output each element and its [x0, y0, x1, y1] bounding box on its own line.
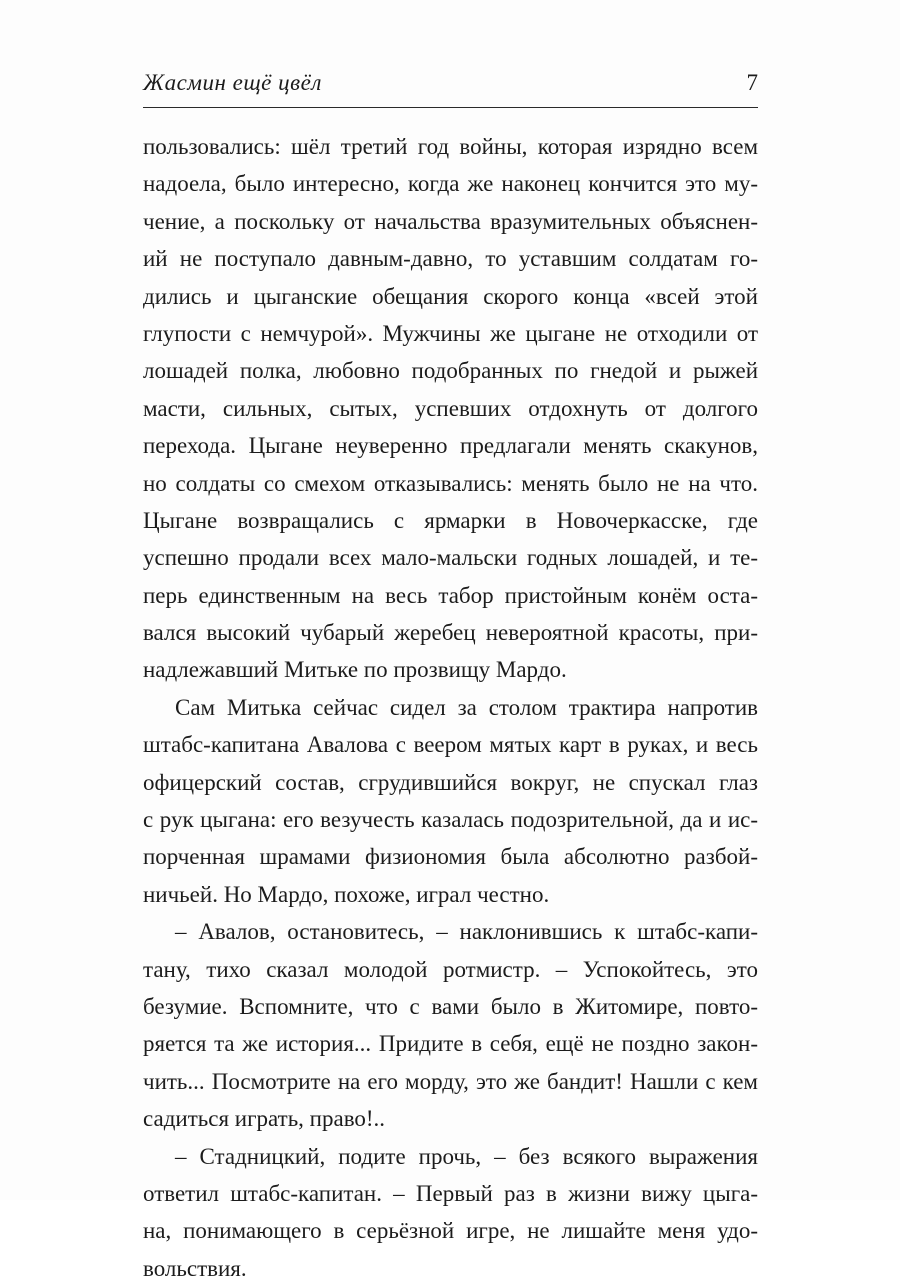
text-line: тану, тихо сказал молодой ротмистр. – Успокойтесь, это	[143, 956, 758, 982]
text-line: чение, а поскольку от начальства вразумительных объяснен-	[143, 208, 758, 234]
text-line: перь единственным на весь табор пристойным конём оста-	[143, 582, 758, 608]
text-line: вольствия.	[143, 1255, 247, 1281]
text-line: надоела, было интересно, когда же наконец кончится это му-	[143, 171, 758, 197]
text-line: с рук цыгана: его везучесть казалась подозрительной, да и ис-	[143, 807, 758, 833]
text-line: Сам Митька сейчас сидел за столом трактира напротив	[175, 694, 758, 720]
paragraph	[143, 689, 758, 913]
text-line: штабс-капитана Авалова с веером мятых карт в руках, и весь	[143, 732, 758, 758]
body-text	[143, 128, 758, 1287]
text-line: – Авалов, остановитесь, – наклонившись к штабс-капи-	[175, 919, 758, 945]
text-line: офицерский состав, сгрудившийся вокруг, не спускал глаз	[143, 769, 758, 795]
text-line: ответил штабс-капитан. – Первый раз в жизни вижу цыга-	[143, 1180, 758, 1206]
text-line: безумие. Вспомните, что с вами было в Житомире, повто-	[143, 993, 758, 1019]
text-line: ряется та же история... Придите в себя, ещё не поздно закон-	[143, 1031, 758, 1057]
text-line: перехода. Цыгане неуверенно предлагали менять скакунов,	[143, 433, 758, 459]
text-line: ничьей. Но Мардо, похоже, играл честно.	[143, 881, 550, 907]
header-rule	[143, 107, 758, 108]
paragraph	[143, 913, 758, 1137]
text-line: дились и цыганские обещания скорого конца «всей этой	[143, 283, 758, 309]
text-line: порченная шрамами физиономия была абсолютно разбой-	[143, 844, 758, 870]
text-line: глупости с немчурой». Мужчины же цыгане не отходили от	[143, 320, 758, 346]
text-line: вался высокий чубарый жеребец невероятной красоты, при-	[143, 620, 758, 646]
running-head	[143, 66, 758, 106]
text-line: надлежавший Митьке по прозвищу Мардо.	[143, 657, 567, 683]
text-line: успешно продали всех мало-мальски годных лошадей, и те-	[143, 545, 758, 571]
text-line: пользовались: шёл третий год войны, которая изрядно всем	[143, 134, 758, 159]
text-line: лошадей полка, любовно подобранных по гнедой и рыжей	[143, 358, 758, 384]
text-line: ий не поступало давным-давно, то уставшим солдатам го-	[143, 246, 758, 272]
text-line: на, понимающего в серьёзной игре, не лишайте меня удо-	[143, 1218, 758, 1244]
paragraph	[143, 128, 758, 689]
text-line: садиться играть, право!..	[143, 1106, 386, 1132]
text-line: чить... Посмотрите на его морду, это же бандит! Нашли с кем	[143, 1068, 758, 1094]
text-line: но солдаты со смехом отказывались: менять было не на что.	[143, 470, 758, 496]
text-line: – Стадницкий, подите прочь, – без всякого выражения	[175, 1143, 758, 1169]
running-title: Жасмин ещё цвёл	[143, 70, 322, 95]
text-line: масти, сильных, сытых, успевших отдохнуть от долгого	[143, 395, 758, 421]
page-number: 7	[746, 70, 758, 95]
text-line: Цыгане возвращались с ярмарки в Новочеркасске, где	[143, 507, 758, 533]
paragraph	[143, 1138, 758, 1287]
